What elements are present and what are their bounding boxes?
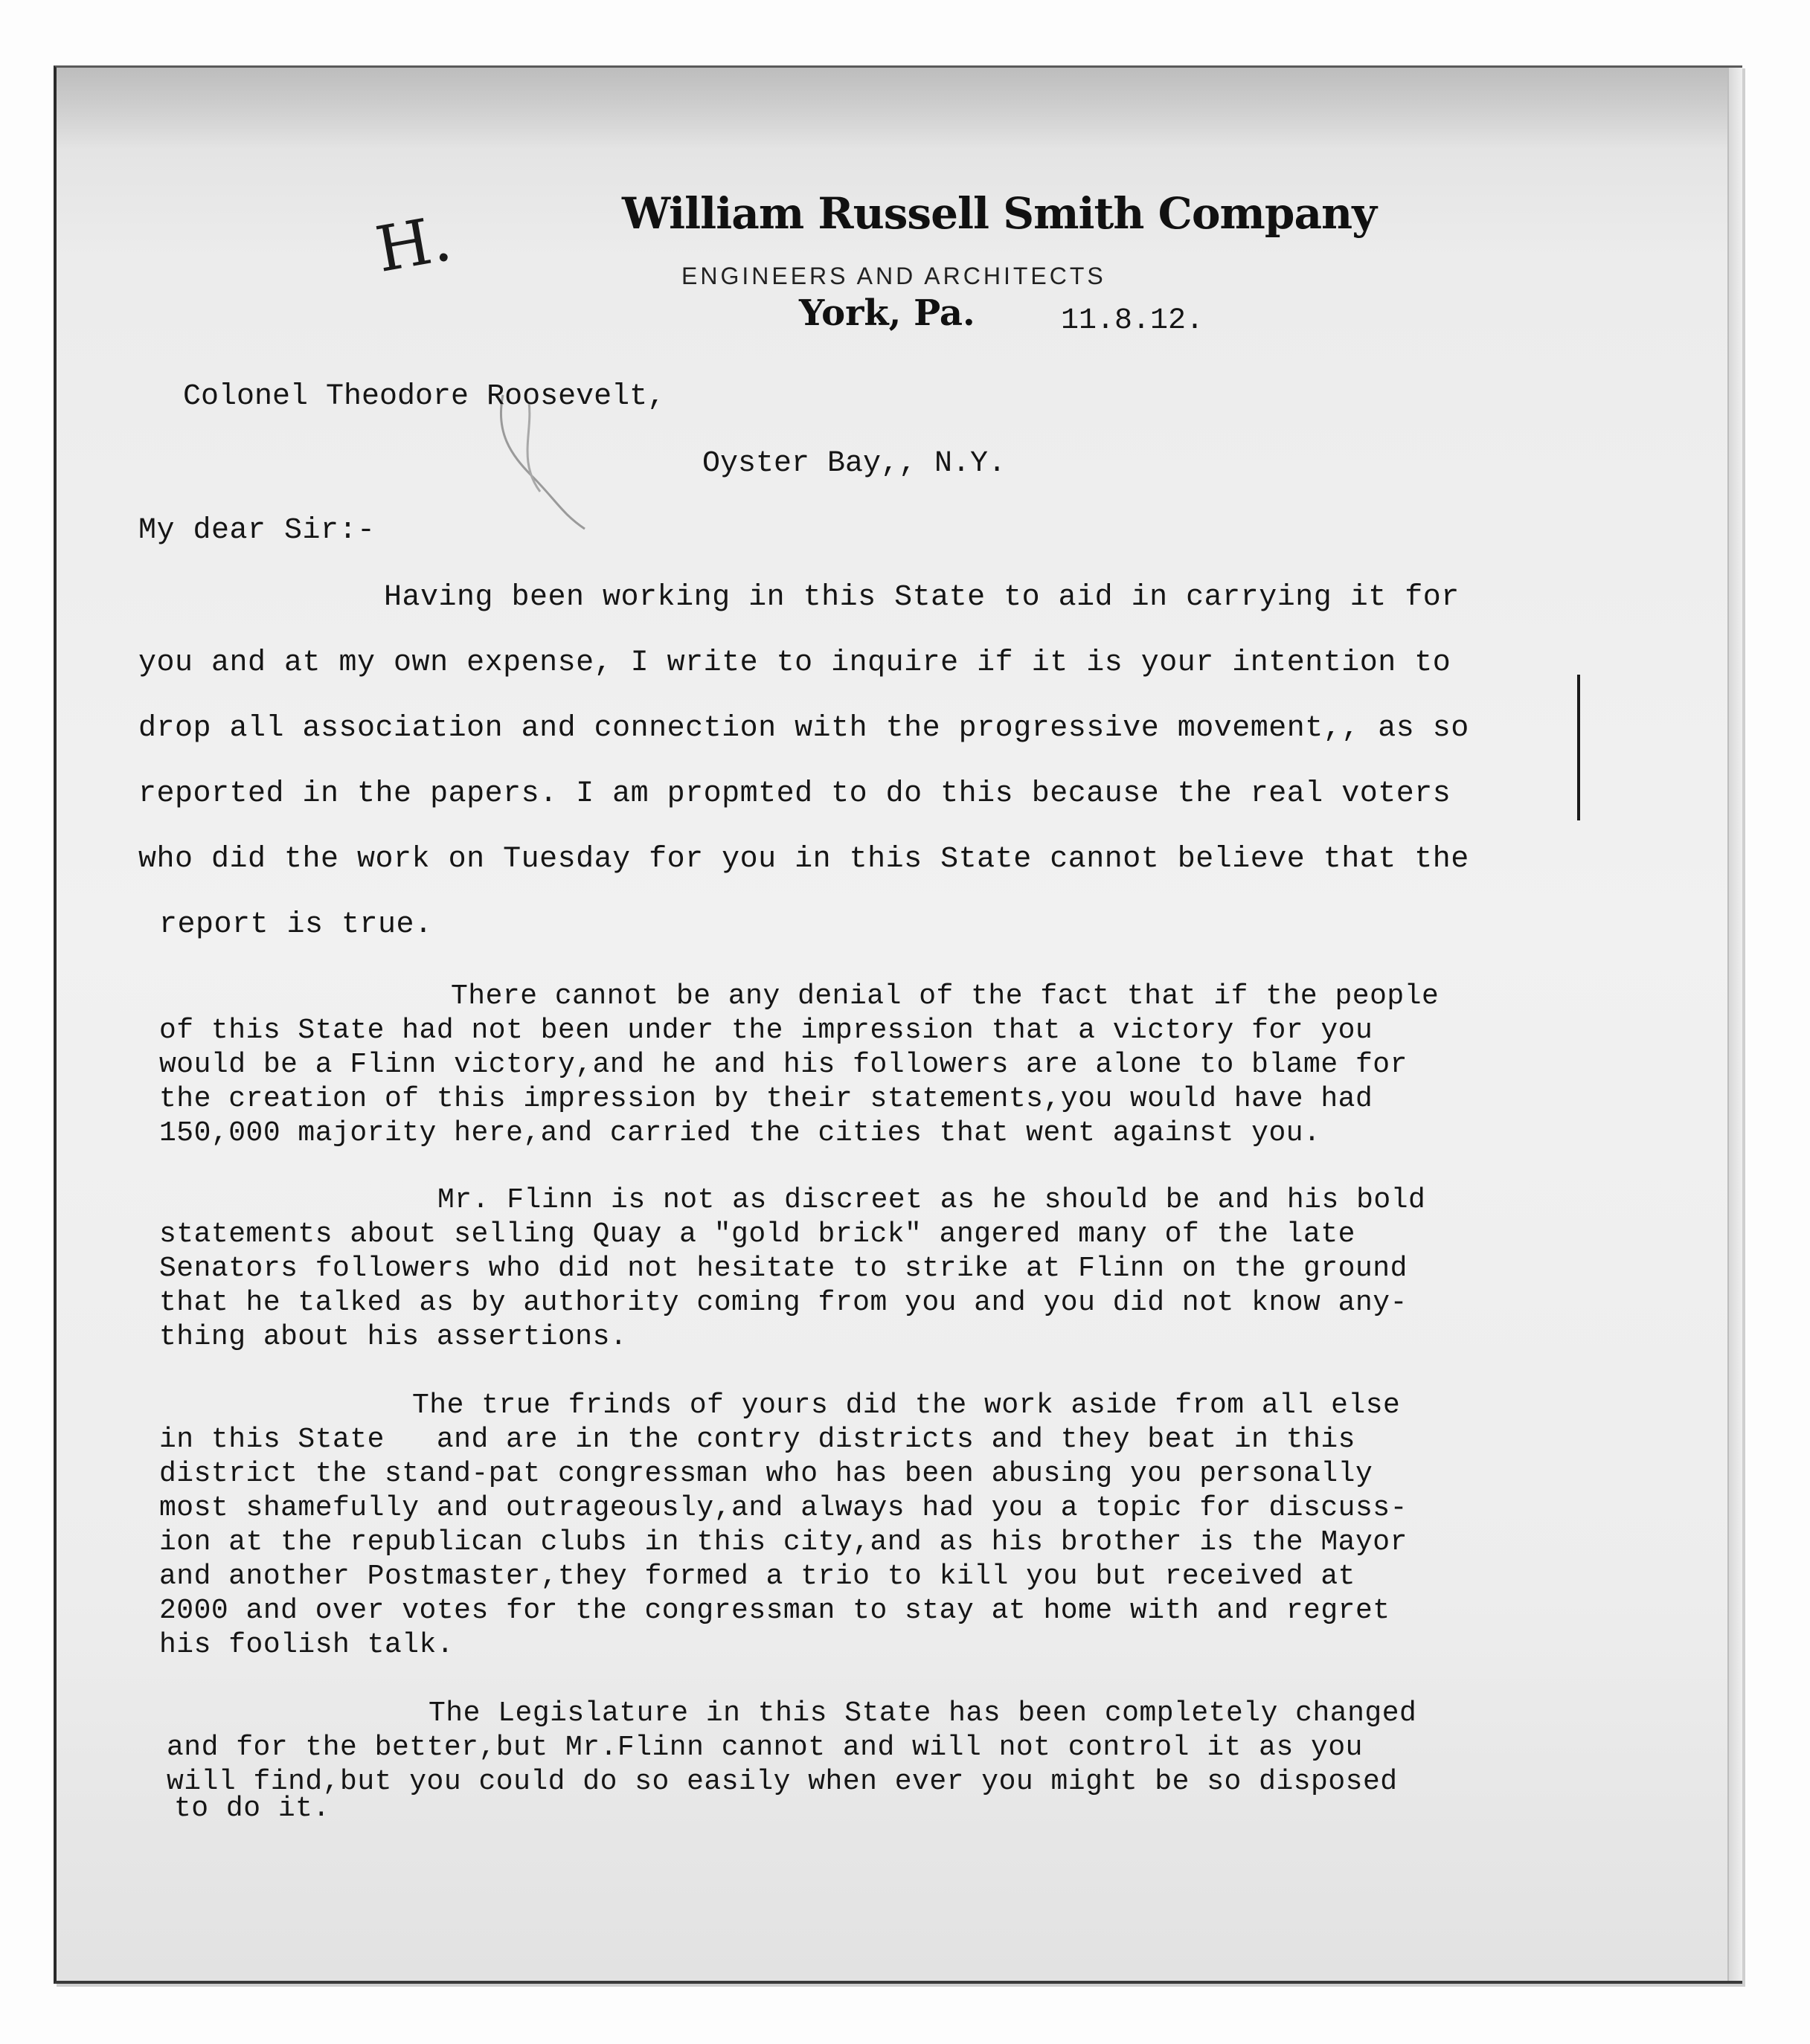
recipient-name: Colonel Theodore Roosevelt, bbox=[183, 380, 666, 414]
paragraph2-line: There cannot be any denial of the fact that if the people bbox=[451, 980, 1440, 1012]
paragraph1-line: Having been working in this State to aid in carrying it for bbox=[384, 581, 1460, 614]
paragraph4-line: his foolish talk. bbox=[159, 1629, 455, 1661]
paragraph1-line: you and at my own expense, I write to inquire if it is your intention to bbox=[138, 646, 1451, 680]
paragraph1-line: report is true. bbox=[159, 908, 433, 942]
paragraph2-line: the creation of this impression by their statements,you would have had bbox=[159, 1083, 1373, 1115]
paragraph3-line: statements about selling Quay a "gold brick" angered many of the late bbox=[159, 1218, 1355, 1250]
paragraph3-line: Mr. Flinn is not as discreet as he should be and his bold bbox=[437, 1184, 1426, 1216]
paragraph4-line: 2000 and over votes for the congressman to stay at home with and regret bbox=[159, 1595, 1390, 1627]
paragraph2-line: of this State had not been under the impression that a victory for you bbox=[159, 1015, 1373, 1047]
paragraph3-line: that he talked as by authority coming from you and you did not know any- bbox=[159, 1287, 1408, 1319]
paragraph1-line: reported in the papers. I am propmted to do this because the real voters bbox=[138, 777, 1451, 811]
paragraph3-line: Senators followers who did not hesitate to strike at Flinn on the ground bbox=[159, 1253, 1408, 1285]
paragraph2-line: 150,000 majority here,and carried the cities that went against you. bbox=[159, 1117, 1321, 1149]
paragraph5-line: The Legislature in this State has been completely changed bbox=[429, 1697, 1417, 1729]
letterhead-tagline: ENGINEERS AND ARCHITECTS bbox=[681, 263, 1106, 289]
letter-sheet bbox=[54, 65, 1742, 1984]
letterhead-city: York, Pa. bbox=[799, 292, 975, 334]
recipient-place: Oyster Bay,, N.Y. bbox=[702, 447, 1007, 481]
scan-shadow bbox=[57, 68, 1742, 150]
paragraph1-line: who did the work on Tuesday for you in this State cannot believe that the bbox=[138, 843, 1469, 876]
paragraph1-line: drop all association and connection with the progressive movement,, as so bbox=[138, 712, 1469, 745]
paragraph4-line: and another Postmaster,they formed a trio to kill you but received at bbox=[159, 1561, 1355, 1593]
letter-date: 11.8.12. bbox=[1061, 304, 1204, 338]
paragraph3-line: thing about his assertions. bbox=[159, 1321, 628, 1353]
page-edge bbox=[1727, 68, 1742, 1981]
paragraph4-line: most shamefully and outrageously,and always had you a topic for discuss- bbox=[159, 1492, 1408, 1524]
letterhead-company: William Russell Smith Company bbox=[622, 188, 1376, 239]
paragraph2-line: would be a Flinn victory,and he and his followers are alone to blame for bbox=[159, 1049, 1408, 1081]
salutation: My dear Sir:- bbox=[138, 514, 376, 547]
margin-line bbox=[1577, 675, 1580, 820]
paragraph4-line: in this State and are in the contry districts and they beat in this bbox=[159, 1424, 1355, 1456]
paragraph5-line: to do it. bbox=[174, 1793, 330, 1825]
paragraph4-line: ion at the republican clubs in this city,and as his brother is the Mayor bbox=[159, 1526, 1408, 1558]
paragraph5-line: will find,but you could do so easily when ever you might be so disposed bbox=[167, 1766, 1398, 1798]
paragraph5-line: and for the better,but Mr.Flinn cannot and will not control it as you bbox=[167, 1732, 1363, 1764]
handwritten-mark: H. bbox=[370, 202, 457, 286]
paragraph4-line: The true frinds of yours did the work aside from all else bbox=[412, 1389, 1401, 1421]
paragraph4-line: district the stand-pat congressman who has been abusing you personally bbox=[159, 1458, 1373, 1490]
